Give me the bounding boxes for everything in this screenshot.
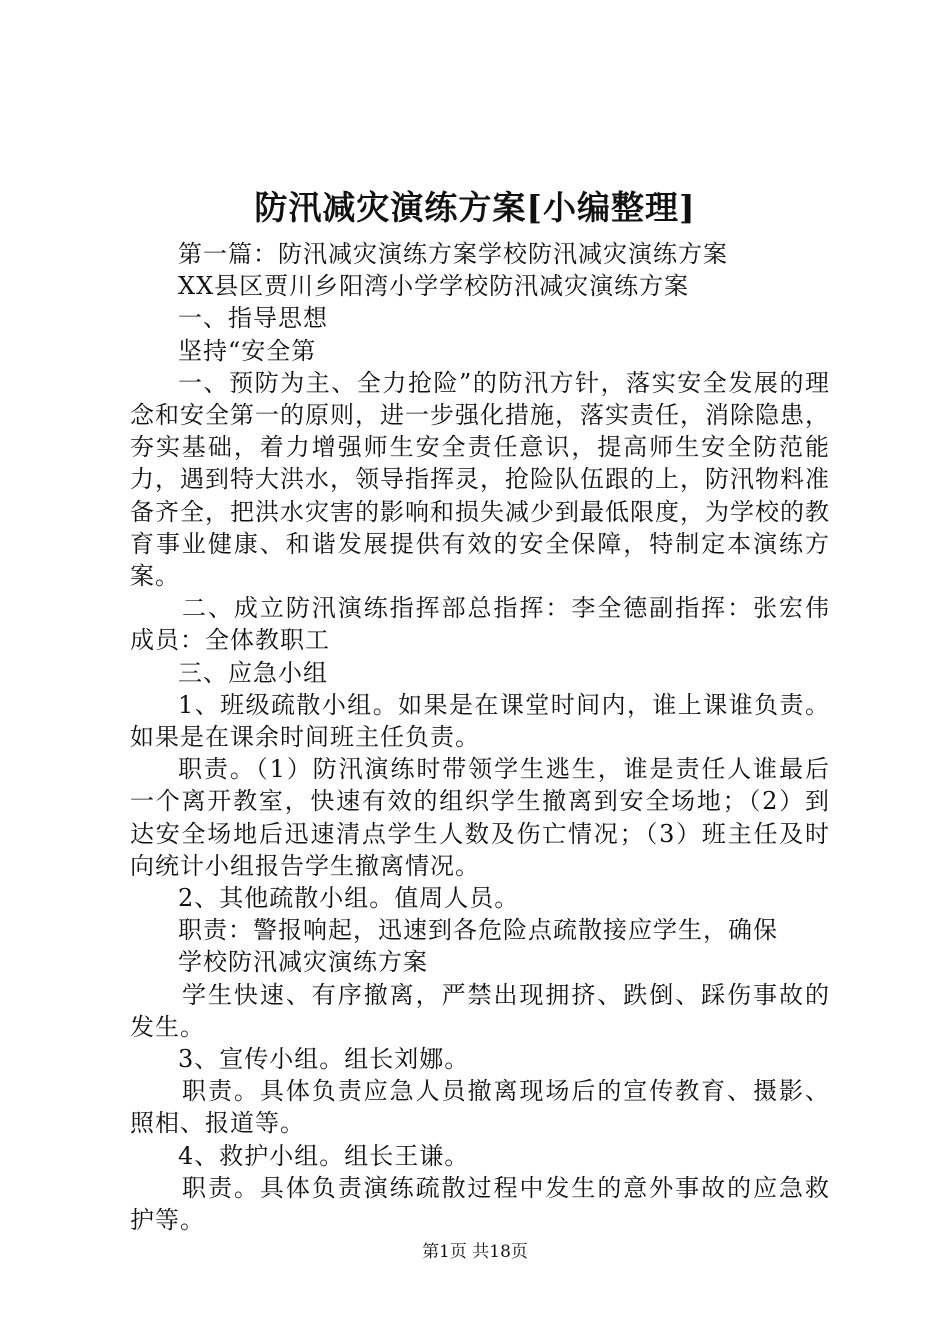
paragraph-group-4: 4、救护小组。组长王谦。 xyxy=(178,1141,470,1170)
paragraph-group-4-duties: 职责。具体负责演练疏散过程中发生的意外事故的应急救护等。 xyxy=(130,1173,830,1235)
paragraph-group-2-duties-cont: 学生快速、有序撤离，严禁出现拥挤、跌倒、踩伤事故的发生。 xyxy=(130,980,830,1041)
page-number-footer: 第1页 共18页 xyxy=(422,1242,528,1262)
paragraph-section-3-heading: 三、应急小组 xyxy=(178,658,328,687)
paragraph-chapter-heading: 第一篇：防汛减灾演练方案学校防汛减灾演练方案 xyxy=(178,240,728,268)
paragraph-group-2-duties: 职责：警报响起，迅速到各危险点疏散接应学生，确保 xyxy=(178,916,778,945)
paragraph-principle-body: 一、预防为主、全力抢险”的防汛方针，落实安全发展的理念和安全第一的原则，进一步强化措施，落实责任，消除隐患，夯实基础，着力增强师生安全责任意识，提高师生安全防范能力，遇到特大洪水，领导指挥灵，抢险队伍跟的上，防汛物料准备齐全，把洪水灾害的影响和损失减少到最低限度，为学校的教育事业健康、和谐发展提供有效的安全保障，特制定本演练方案。 xyxy=(130,368,830,591)
paragraph-group-3-duties: 职责。具体负责应急人员撤离现场后的宣传教育、摄影、照相、报道等。 xyxy=(130,1077,830,1138)
paragraph-running-header: 学校防汛减灾演练方案 xyxy=(178,948,428,977)
paragraph-section-2-command: 二、成立防汛演练指挥部总指挥：李全德副指挥：张宏伟成员：全体教职工 xyxy=(130,594,830,655)
paragraph-principle-start: 坚持“安全第 xyxy=(178,336,317,365)
paragraph-group-1-duties: 职责。（1）防汛演练时带领学生逃生，谁是责任人谁最后一个离开教室，快速有效的组织学生撤离到安全场地；（2）到达安全场地后迅速清点学生人数及伤亡情况；（3）班主任及时向统计小组报告学生撤离情况。 xyxy=(130,755,830,880)
document-body xyxy=(130,238,830,1236)
paragraph-section-1-heading: 一、指导思想 xyxy=(178,304,328,333)
paragraph-school-plan-title: XX县区贾川乡阳湾小学学校防汛减灾演练方案 xyxy=(178,272,690,301)
document-title: 防汛减灾演练方案[小编整理] xyxy=(254,188,696,227)
paragraph-group-2: 2、其他疏散小组。值周人员。 xyxy=(178,884,520,913)
paragraph-group-1: 1、班级疏散小组。如果是在课堂时间内，谁上课谁负责。如果是在课余时间班主任负责。 xyxy=(130,690,830,752)
paragraph-group-3: 3、宣传小组。组长刘娜。 xyxy=(178,1045,470,1074)
